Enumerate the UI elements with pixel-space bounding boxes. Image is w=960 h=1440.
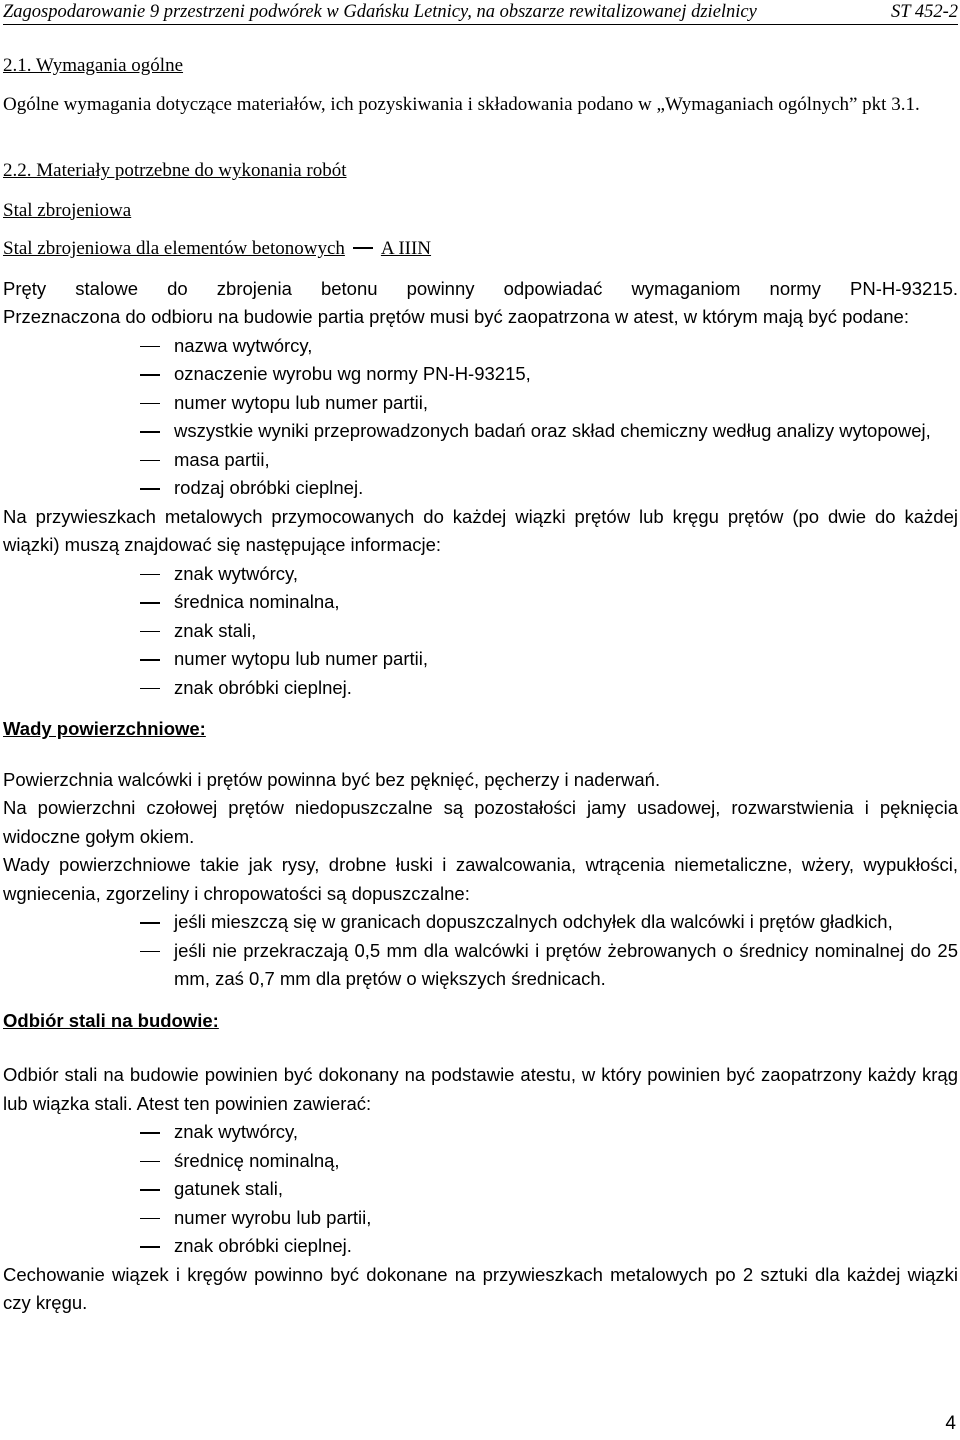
list-item: znak stali,: [3, 617, 958, 646]
section-heading-2-2: 2.2. Materiały potrzebne do wykonania robót: [3, 160, 347, 181]
running-header: [3, 0, 958, 25]
tag-list: [3, 560, 958, 703]
list-item: oznaczenie wyrobu wg normy PN-H-93215,: [3, 360, 958, 389]
list-item: gatunek stali,: [3, 1175, 958, 1204]
list-item: nazwa wytwórcy,: [3, 332, 958, 361]
acceptance-list: [3, 1118, 958, 1261]
document-page: [3, 0, 958, 1318]
header-code: ST 452-2: [891, 2, 958, 22]
list-item: wszystkie wyniki przeprowadzonych badań oraz skład chemiczny według analizy wytopowej,: [3, 417, 958, 446]
rebar-type-b: A IIIN: [380, 238, 432, 259]
list-item: średnica nominalna,: [3, 588, 958, 617]
defects-paragraph-2: Na powierzchni czołowej prętów niedopuszczalne są pozostałości jamy usadowej, rozwarstwienia i pęknięcia widoczne gołym okiem.: [3, 797, 958, 847]
list-item: jeśli nie przekraczają 0,5 mm dla walcówki i prętów żebrowanych o średnicy nominalnej do 25 mm, zaś 0,7 mm dla prętów o większych średnicach.: [3, 937, 958, 994]
list-item: jeśli mieszczą się w granicach dopuszczalnych odchyłek dla walcówki i prętów gładkich,: [3, 908, 958, 937]
defects-list: [3, 908, 958, 994]
defects-paragraph-1: Powierzchnia walcówki i prętów powinna być bez pęknięć, pęcherzy i naderwań.: [3, 768, 661, 790]
acceptance-paragraph-1: Odbiór stali na budowie powinien być dokonany na podstawie atestu, w który powinien być zaopatrzony każdy krąg lub wiązka stali. Atest ten powinien zawierać:: [3, 1064, 958, 1114]
list-item: znak obróbki cieplnej.: [3, 674, 958, 703]
acceptance-heading: Odbiór stali na budowie:: [3, 1009, 219, 1031]
list-item: znak wytwórcy,: [3, 560, 958, 589]
section-heading-2-1: 2.1. Wymagania ogólne: [3, 55, 184, 76]
rebar-paragraph-3: Na przywieszkach metalowych przymocowanych do każdej wiązki prętów lub kręgu prętów (po dwie do każdej wiązki) muszą znajdować się następujące informacje:: [3, 505, 958, 555]
list-item: masa partii,: [3, 446, 958, 475]
acceptance-paragraph-2: Cechowanie wiązek i kręgów powinno być dokonane na przywieszkach metalowych po 2 sztuki dla każdej wiązki czy kręgu.: [3, 1263, 958, 1313]
list-item: znak wytwórcy,: [3, 1118, 958, 1147]
rebar-type-a: Stal zbrojeniowa dla elementów betonowych: [3, 238, 345, 259]
list-item: numer wytopu lub numer partii,: [3, 389, 958, 418]
list-item: numer wyrobu lub partii,: [3, 1204, 958, 1233]
list-item: numer wytopu lub numer partii,: [3, 645, 958, 674]
defects-paragraph-3: Wady powierzchniowe takie jak rysy, drobne łuski i zawalcowania, wtrącenia niemetaliczne, wżery, wypukłości, wgniecenia, zgorzeliny i chropowatości są dopuszczalne:: [3, 854, 958, 904]
rebar-paragraph-1: Pręty stalowe do zbrojenia betonu powinny odpowiadać wymaganiom normy PN-H-93215.: [3, 277, 958, 299]
section-2-1-text: Ogólne wymagania dotyczące materiałów, ich pozyskiwania i składowania podano w „Wymaganiach ogólnych” pkt 3.1.: [3, 93, 920, 115]
certificate-list: [3, 332, 958, 503]
rebar-paragraph-2: Przeznaczona do odbioru na budowie partia prętów musi być zaopatrzona w atest, w którym mają być podane:: [3, 306, 909, 327]
list-item: średnicę nominalną,: [3, 1147, 958, 1176]
sub-heading-rebar: Stal zbrojeniowa: [3, 199, 132, 221]
defects-heading: Wady powierzchniowe:: [3, 718, 206, 739]
rebar-type-line: [3, 235, 958, 264]
list-item: znak obróbki cieplnej.: [3, 1232, 958, 1261]
header-title: Zagospodarowanie 9 przestrzeni podwórek w Gdańsku Letnicy, na obszarze rewitalizowanej dzielnicy: [3, 2, 757, 22]
list-item: rodzaj obróbki cieplnej.: [3, 474, 958, 503]
inline-dash: [353, 247, 373, 249]
page-number: 4: [945, 1413, 956, 1434]
